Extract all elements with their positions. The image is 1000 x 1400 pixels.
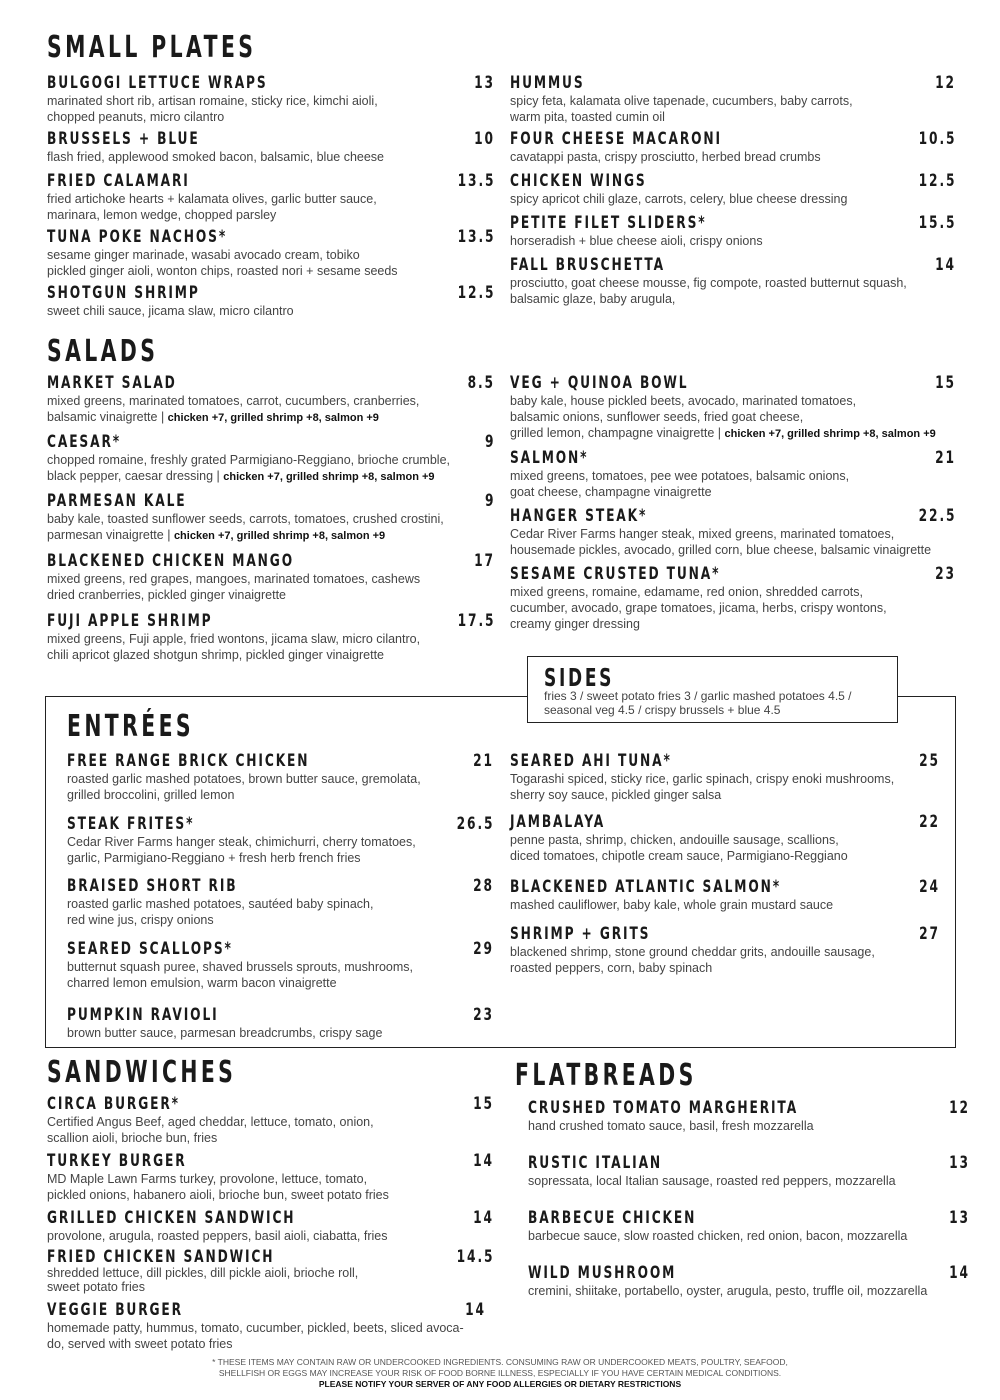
salad-addons: chicken +7, grilled shrimp +8, salmon +9 <box>167 412 379 424</box>
item-price: 29 <box>473 939 494 959</box>
item-price: 27 <box>919 924 940 944</box>
item-name: JAMBALAYA <box>510 812 606 832</box>
item-price: 8.5 <box>467 373 495 393</box>
item-price: 23 <box>935 564 956 584</box>
item-price: 26.5 <box>456 814 494 834</box>
item-description: Togarashi spiced, sticky rice, garlic spinach, crispy enoki mushrooms, sherry soy sauce, pickled ginger salsa <box>510 772 895 802</box>
item-name: SHOTGUN SHRIMP <box>47 283 200 303</box>
item-description: sopressata, local Italian sausage, roasted red peppers, mozzarella <box>528 1174 896 1188</box>
item-price: 15 <box>473 1094 494 1114</box>
item-price: 13.5 <box>457 171 495 191</box>
item-price: 24 <box>919 877 940 897</box>
sides-box <box>527 656 898 723</box>
allergy-notice: PLEASE NOTIFY YOUR SERVER OF ANY FOOD ALLERGIES OR DIETARY RESTRICTIONS <box>318 1379 682 1389</box>
item-price: 14 <box>473 1151 494 1171</box>
entrees-box <box>45 696 956 1048</box>
item-description: mixed greens, marinated tomatoes, carrot, cucumbers, cranberries, balsamic vinaigrette | chicken +7, grilled shrimp +8, salmon +9 <box>47 394 420 424</box>
sides-list: fries 3 / sweet potato fries 3 / garlic mashed potatoes 4.5 / seasonal veg 4.5 / crispy brussels + blue 4.5 <box>544 689 852 717</box>
item-price: 21 <box>473 751 494 771</box>
item-price: 14 <box>473 1208 494 1228</box>
item-name: VEGGIE BURGER <box>47 1300 183 1320</box>
item-price: 22 <box>919 812 940 832</box>
item-name: CAESAR* <box>47 432 122 452</box>
item-price: 14 <box>465 1300 486 1320</box>
item-price: 13.5 <box>457 227 495 247</box>
item-price: 12.5 <box>457 283 495 303</box>
item-name: GRILLED CHICKEN SANDWICH <box>47 1208 296 1228</box>
item-name: CHICKEN WINGS <box>510 171 647 191</box>
item-description: homemade patty, hummus, tomato, cucumber, pickled, beets, sliced avoca- do, served with sweet potato fries <box>47 1321 464 1351</box>
item-name: FREE RANGE BRICK CHICKEN <box>67 751 310 771</box>
item-name: BLACKENED CHICKEN MANGO <box>47 551 294 571</box>
item-name: FRIED CALAMARI <box>47 171 190 191</box>
item-description: MD Maple Lawn Farms turkey, provolone, lettuce, tomato, pickled onions, habanero aioli, brioche bun, sweet potato fries <box>47 1172 389 1202</box>
item-description: baby kale, house pickled beets, avocado, marinated tomatoes, balsamic onions, sunflower seeds, fried goat cheese, grilled lemon, champagne vinaigrette | chicken +7, grilled shrimp +8, salmon +9 <box>510 394 936 440</box>
item-description: chopped romaine, freshly grated Parmigiano-Reggiano, brioche crumble, black pepper, caesar dressing | chicken +7, grilled shrimp +8, salmon +9 <box>47 453 450 483</box>
raw-food-warning: * THESE ITEMS MAY CONTAIN RAW OR UNDERCOOKED INGREDIENTS. CONSUMING RAW OR UNDERCOOKED MEATS, POULTRY, SEAFOOD, <box>212 1357 788 1367</box>
item-price: 12 <box>949 1098 970 1118</box>
item-description: spicy feta, kalamata olive tapenade, cucumbers, baby carrots, warm pita, toasted cumin oil <box>510 94 853 124</box>
item-price: 12 <box>935 73 956 93</box>
salad-addons: chicken +7, grilled shrimp +8, salmon +9 <box>223 471 435 483</box>
item-price: 21 <box>935 448 956 468</box>
item-name: SHRIMP + GRITS <box>510 924 651 944</box>
item-description: horseradish + blue cheese aioli, crispy onions <box>510 234 763 248</box>
item-description: blackened shrimp, stone ground cheddar grits, andouille sausage, roasted peppers, corn, baby spinach <box>510 945 875 975</box>
item-description: Cedar River Farms hanger steak, chimichurri, cherry tomatoes, garlic, Parmigiano-Reggiano + fresh herb french fries <box>67 835 416 865</box>
item-description: butternut squash puree, shaved brussels sprouts, mushrooms, charred lemon emulsion, warm bacon vinaigrette <box>67 960 414 990</box>
item-description: marinated short rib, artisan romaine, sticky rice, kimchi aioli, chopped peanuts, micro cilantro <box>47 94 378 124</box>
item-price: 17 <box>474 551 495 571</box>
salad-addons: chicken +7, grilled shrimp +8, salmon +9 <box>173 530 386 542</box>
item-name: FRIED CHICKEN SANDWICH <box>47 1247 275 1267</box>
item-price: 12.5 <box>918 171 956 191</box>
item-name: RUSTIC ITALIAN <box>528 1153 663 1173</box>
item-price: 10.5 <box>918 129 956 149</box>
item-name: HANGER STEAK* <box>510 506 648 526</box>
item-price: 23 <box>473 1005 494 1025</box>
item-description: mashed cauliflower, baby kale, whole grain mustard sauce <box>510 898 834 912</box>
item-description: shredded lettuce, dill pickles, dill pickle aioli, brioche roll, sweet potato fries <box>47 1266 359 1294</box>
item-name: BRAISED SHORT RIB <box>67 876 238 896</box>
item-name: HUMMUS <box>510 73 585 93</box>
item-name: WILD MUSHROOM <box>528 1263 677 1283</box>
item-description: hand crushed tomato sauce, basil, fresh mozzarella <box>528 1119 814 1133</box>
sides-heading: SIDES <box>544 663 615 692</box>
item-name: PETITE FILET SLIDERS* <box>510 213 707 233</box>
item-name: FOUR CHEESE MACARONI <box>510 129 722 149</box>
item-description: mixed greens, Fuji apple, fried wontons, jicama slaw, micro cilantro, chili apricot glazed shotgun shrimp, pickled ginger vinaigrette <box>47 632 421 662</box>
entrees-heading: ENTRÉES <box>67 709 195 744</box>
small-plates-heading: SMALL PLATES <box>47 30 257 65</box>
item-price: 15.5 <box>918 213 956 233</box>
item-name: SEARED SCALLOPS* <box>67 939 233 959</box>
raw-food-warning-2: SHELLFISH OR EGGS MAY INCREASE YOUR RISK OF FOOD BORNE ILLNESS, ESPECIALLY IF YOU HAVE CERTAIN MEDICAL CONDITIONS. <box>218 1368 782 1378</box>
item-description: mixed greens, romaine, edamame, red onion, shredded carrots, cucumber, avocado, grape tomatoes, jicama, herbs, crispy wontons, creamy ginger dressing <box>510 585 887 631</box>
item-price: 10 <box>474 129 495 149</box>
salad-addons: chicken +7, grilled shrimp +8, salmon +9 <box>724 428 936 440</box>
item-price: 17.5 <box>457 611 495 631</box>
item-description: cremini, shiitake, portabello, oyster, arugula, pesto, truffle oil, mozzarella <box>528 1284 928 1298</box>
item-name: BLACKENED ATLANTIC SALMON* <box>510 877 781 897</box>
flatbreads-heading: FLATBREADS <box>515 1058 697 1093</box>
item-name: FALL BRUSCHETTA <box>510 255 665 275</box>
item-price: 9 <box>484 432 495 452</box>
item-price: 9 <box>484 491 495 511</box>
item-description: roasted garlic mashed potatoes, brown butter sauce, gremolata, grilled broccolini, grilled lemon <box>67 772 421 802</box>
item-description: roasted garlic mashed potatoes, sautéed baby spinach, red wine jus, crispy onions <box>67 897 374 927</box>
item-name: SEARED AHI TUNA* <box>510 751 672 771</box>
item-price: 25 <box>919 751 940 771</box>
item-price: 14 <box>949 1263 970 1283</box>
item-name: PARMESAN KALE <box>47 491 187 511</box>
item-name: TURKEY BURGER <box>47 1151 187 1171</box>
item-price: 14.5 <box>456 1247 494 1267</box>
item-name: SALMON* <box>510 448 589 468</box>
item-description: Certified Angus Beef, aged cheddar, lettuce, tomato, onion, scallion aioli, brioche bun, fries <box>47 1115 374 1145</box>
item-description: baby kale, toasted sunflower seeds, carrots, tomatoes, crushed crostini, parmesan vinaigrette | chicken +7, grilled shrimp +8, salmon +9 <box>47 512 444 542</box>
item-description: penne pasta, shrimp, chicken, andouille sausage, scallions, diced tomatoes, chipotle cream sauce, Parmigiano-Reggiano <box>510 833 848 863</box>
item-name: CIRCA BURGER* <box>47 1094 180 1114</box>
item-description: sesame ginger marinade, wasabi avocado cream, tobiko pickled ginger aioli, wonton chips, roasted nori + sesame seeds <box>47 248 398 278</box>
item-description: provolone, arugula, roasted peppers, basil aioli, ciabatta, fries <box>47 1229 388 1243</box>
item-name: CRUSHED TOMATO MARGHERITA <box>528 1098 799 1118</box>
item-price: 13 <box>474 73 495 93</box>
item-description: cavatappi pasta, crispy prosciutto, herbed bread crumbs <box>510 150 821 164</box>
item-description: sweet chili sauce, jicama slaw, micro cilantro <box>47 304 294 318</box>
item-description: prosciutto, goat cheese mousse, fig compote, roasted butternut squash, balsamic glaze, baby arugula, <box>510 276 907 306</box>
item-name: MARKET SALAD <box>47 373 177 393</box>
salads-heading: SALADS <box>47 334 159 369</box>
item-name: FUJI APPLE SHRIMP <box>47 611 213 631</box>
item-description: fried artichoke hearts + kalamata olives, garlic butter sauce, marinara, lemon wedge, chopped parsley <box>47 192 377 222</box>
item-name: PUMPKIN RAVIOLI <box>67 1005 219 1025</box>
item-name: SESAME CRUSTED TUNA* <box>510 564 721 584</box>
item-name: VEG + QUINOA BOWL <box>510 373 689 393</box>
item-name: BARBECUE CHICKEN <box>528 1208 697 1228</box>
item-name: STEAK FRITES* <box>67 814 195 834</box>
item-price: 22.5 <box>918 506 956 526</box>
item-price: 13 <box>949 1153 970 1173</box>
item-name: BULGOGI LETTUCE WRAPS <box>47 73 268 93</box>
item-description: mixed greens, tomatoes, pee wee potatoes, balsamic onions, goat cheese, champagne vinaigrette <box>510 469 850 499</box>
item-description: barbecue sauce, slow roasted chicken, red onion, bacon, mozzarella <box>528 1229 908 1243</box>
item-name: BRUSSELS + BLUE <box>47 129 200 149</box>
item-price: 15 <box>935 373 956 393</box>
item-description: spicy apricot chili glaze, carrots, celery, blue cheese dressing <box>510 192 848 206</box>
item-description: Cedar River Farms hanger steak, mixed greens, marinated tomatoes, housemade pickles, avocado, grilled corn, blue cheese, balsamic vinaigrette <box>510 527 932 557</box>
item-description: flash fried, applewood smoked bacon, balsamic, blue cheese <box>47 150 385 164</box>
item-price: 13 <box>949 1208 970 1228</box>
item-name: TUNA POKE NACHOS* <box>47 227 228 247</box>
item-description: mixed greens, red grapes, mangoes, marinated tomatoes, cashews dried cranberries, pickled ginger vinaigrette <box>47 572 421 602</box>
item-price: 14 <box>935 255 956 275</box>
sandwiches-heading: SANDWICHES <box>47 1055 237 1090</box>
item-description: brown butter sauce, parmesan breadcrumbs, crispy sage <box>67 1026 383 1040</box>
item-price: 28 <box>473 876 494 896</box>
